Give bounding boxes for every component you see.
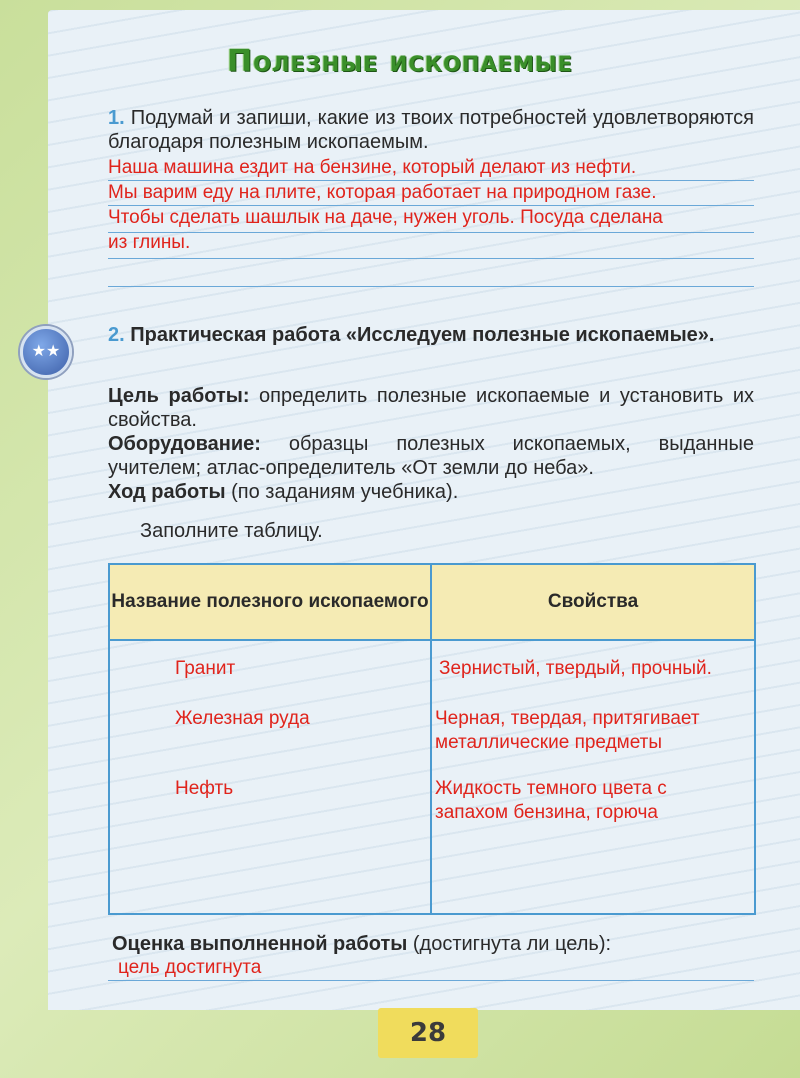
- fill-table-instruction: Заполните таблицу.: [140, 520, 323, 542]
- col-header-properties: Свойства: [431, 564, 755, 640]
- mineral-properties: запахом бензина, горюча: [435, 802, 658, 823]
- mineral-properties: металлические предметы: [435, 732, 663, 753]
- goal-text: определить полезные ископаемые и установить их свойства.: [108, 385, 755, 431]
- writing-line: [108, 232, 754, 233]
- writing-line: [108, 286, 754, 287]
- page-title: Полезные ископаемые: [227, 44, 573, 79]
- task1-prompt: [108, 106, 754, 154]
- task2-number: 2.: [108, 324, 125, 346]
- evaluation-label: Оценка выполненной работы: [112, 933, 408, 955]
- page-number: 28: [378, 1008, 478, 1058]
- mineral-name: Нефть: [175, 778, 234, 799]
- progress-label: Ход работы: [108, 481, 226, 503]
- writing-line: [108, 258, 754, 259]
- mineral-properties: Черная, твердая, притягивает: [435, 708, 700, 729]
- writing-line: [108, 180, 754, 181]
- writing-line: [108, 980, 754, 981]
- mineral-name: Железная руда: [175, 708, 310, 729]
- mineral-properties: Зернистый, твердый, прочный.: [439, 658, 712, 679]
- task2-heading: [108, 323, 754, 347]
- task2-equipment: [108, 432, 754, 480]
- stars-icon: ★★: [20, 326, 72, 378]
- equipment-text: образцы полезных ископаемых, выданные учителем; атлас-определитель «От земли до неба».: [108, 433, 754, 479]
- task2-heading-text: Практическая работа «Исследуем полезные ископаемые».: [130, 324, 715, 346]
- progress-text: (по заданиям учебника).: [225, 481, 459, 503]
- task1-answer-line: Мы варим еду на плите, которая работает на природном газе.: [108, 182, 657, 203]
- task1-answer-line: Наша машина ездит на бензине, который делают из нефти.: [108, 157, 637, 178]
- evaluation-answer: цель достигнута: [118, 957, 262, 978]
- task1-answer-line: из глины.: [108, 232, 191, 253]
- properties-cell: [431, 640, 755, 914]
- minerals-table: [108, 563, 756, 915]
- evaluation-question: (достигнута ли цель):: [407, 933, 612, 955]
- task2-progress: [108, 480, 754, 504]
- names-cell: [109, 640, 431, 914]
- writing-line: [108, 205, 754, 206]
- equipment-label: Оборудование:: [108, 433, 261, 455]
- mineral-properties: Жидкость темного цвета с: [435, 778, 667, 799]
- task1-text: Подумай и запиши, какие из твоих потребностей удовлетворяются благодаря полезным ископаемым.: [108, 107, 754, 153]
- mineral-name: Гранит: [175, 658, 236, 679]
- goal-label: Цель работы:: [108, 385, 250, 407]
- task1-number: 1.: [108, 107, 125, 129]
- evaluation-prompt: [112, 932, 758, 956]
- task1-answer-line: Чтобы сделать шашлык на даче, нужен уголь. Посуда сделана: [108, 207, 663, 228]
- task2-goal: [108, 384, 754, 432]
- col-header-name: Название полезного ископаемого: [109, 564, 431, 640]
